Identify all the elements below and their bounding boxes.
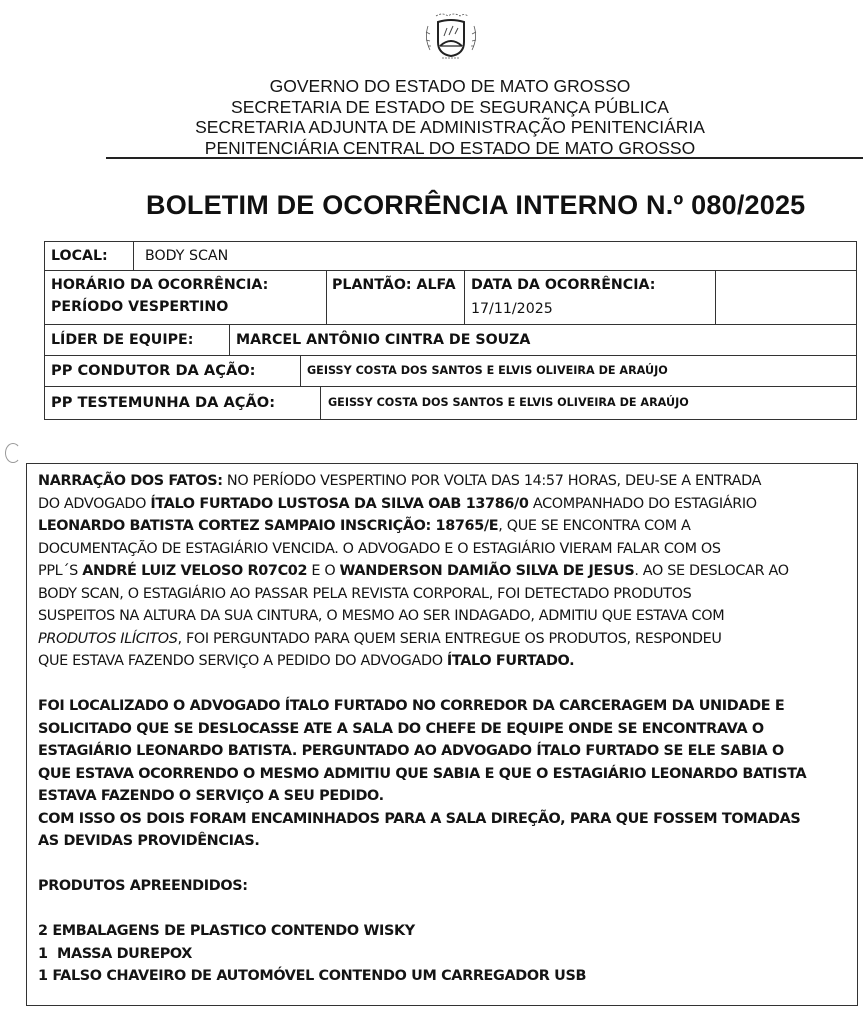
narrative-line: SUSPEITOS NA ALTURA DA SUA CINTURA, O MESMO AO SER INDAGADO, ADMITIU QUE ESTAVA COM: [38, 608, 725, 624]
narrative-line: ESTAGIÁRIO LEONARDO BATISTA. PERGUNTADO AO ADVOGADO ÍTALO FURTADO SE ELE SABIA O: [38, 743, 784, 759]
blank-line: [38, 853, 858, 876]
data-value: 17/11/2025: [471, 301, 553, 317]
header-line-government: GOVERNO DO ESTADO DE MATO GROSSO: [269, 76, 631, 96]
plantao-label: PLANTÃO: ALFA: [332, 277, 456, 293]
divider: [229, 324, 230, 356]
local-value: BODY SCAN: [145, 248, 229, 264]
blank-line: [38, 673, 858, 696]
header-line-penitentiary: PENITENCIÁRIA CENTRAL DO ESTADO DE MATO GROSSO: [204, 137, 696, 158]
header-line-secretariat: SECRETARIA DE ESTADO DE SEGURANÇA PÚBLICA: [231, 96, 669, 117]
testemunha-value: GEISSY COSTA DOS SANTOS E ELVIS OLIVEIRA DE ARAÚJO: [328, 396, 689, 409]
state-coat-of-arms-icon: [420, 8, 482, 64]
government-header: [150, 76, 750, 158]
narrative-line: QUE ESTAVA OCORRENDO O MESMO ADMITIU QUE SABIA E QUE O ESTAGIÁRIO LEONARDO BATISTA: [38, 765, 807, 782]
local-label: LOCAL:: [51, 248, 108, 264]
header-divider: [106, 157, 863, 159]
lider-label: LÍDER DE EQUIPE:: [51, 332, 194, 348]
narrative-line: NARRAÇÃO DOS FATOS: NO PERÍODO VESPERTINO POR VOLTA DAS 14:57 HORAS, DEU-SE A ENTRADA: [38, 473, 762, 489]
divider: [326, 270, 327, 325]
divider: [300, 355, 301, 387]
inmate-name-2: WANDERSON DAMIÃO SILVA DE JESUS: [339, 563, 635, 579]
divider: [320, 386, 321, 420]
narrative-line: FOI LOCALIZADO O ADVOGADO ÍTALO FURTADO NO CORREDOR DA CARCERAGEM DA UNIDADE E: [38, 698, 785, 714]
narrative-line: LEONARDO BATISTA CORTEZ SAMPAIO INSCRIÇÃO: 18765/E, QUE SE ENCONTRA COM A: [38, 518, 691, 534]
narrative-line: BODY SCAN, O ESTAGIÁRIO AO PASSAR PELA REVISTA CORPORAL, FOI DETECTADO PRODUTOS: [38, 585, 692, 602]
horario-label: HORÁRIO DA OCORRÊNCIA:: [51, 277, 269, 293]
product-item: 1 MASSA DUREPOX: [38, 945, 193, 962]
horario-value: PERÍODO VESPERTINO: [51, 299, 229, 315]
narrative-line: ESTAVA FAZENDO O SERVIÇO A SEU PEDIDO.: [38, 788, 384, 804]
narrative-line: AS DEVIDAS PROVIDÊNCIAS.: [38, 833, 260, 849]
narrative-label: NARRAÇÃO DOS FATOS:: [38, 473, 223, 489]
inmate-name-1: ANDRÉ LUIZ VELOSO R07C02: [82, 563, 308, 579]
narrative-line: COM ISSO OS DOIS FORAM ENCAMINHADOS PARA A SALA DIREÇÃO, PARA QUE FOSSEM TOMADAS: [38, 810, 801, 827]
data-label: DATA DA OCORRÊNCIA:: [471, 277, 656, 293]
divider: [464, 270, 465, 325]
narrative-text: [38, 470, 858, 988]
lider-value: MARCEL ANTÔNIO CINTRA DE SOUZA: [236, 332, 531, 348]
narrative-line: QUE ESTAVA FAZENDO SERVIÇO A PEDIDO DO ADVOGADO ÍTALO FURTADO.: [38, 653, 575, 669]
divider: [133, 241, 134, 271]
lawyer-name: ÍTALO FURTADO LUSTOSA DA SILVA OAB 13786/0: [150, 495, 529, 512]
narrative-line: DOCUMENTAÇÃO DE ESTAGIÁRIO VENCIDA. O ADVOGADO E O ESTAGIÁRIO VIERAM FALAR COM OS: [38, 540, 721, 557]
narrative-line: DO ADVOGADO ÍTALO FURTADO LUSTOSA DA SILVA OAB 13786/0 ACOMPANHADO DO ESTAGIÁRIO: [38, 495, 757, 512]
condutor-value: GEISSY COSTA DOS SANTOS E ELVIS OLIVEIRA DE ARAÚJO: [307, 364, 668, 377]
divider: [715, 270, 716, 325]
punch-hole-mark: [5, 443, 21, 463]
narrative-line: PRODUTOS ILÍCITOS, FOI PERGUNTADO PARA QUEM SERIA ENTREGUE OS PRODUTOS, RESPONDEU: [38, 630, 722, 647]
document-title: BOLETIM DE OCORRÊNCIA INTERNO N.º 080/2025: [146, 190, 806, 220]
header-line-adjunct-secretariat: SECRETARIA ADJUNTA DE ADMINISTRAÇÃO PENITENCIÁRIA: [195, 117, 705, 137]
product-item: 1 FALSO CHAVEIRO DE AUTOMÓVEL CONTENDO UM CARREGADOR USB: [38, 968, 587, 984]
products-label: PRODUTOS APREENDIDOS:: [38, 878, 248, 894]
narrative-line: PPL´S ANDRÉ LUIZ VELOSO R07C02 E O WANDERSON DAMIÃO SILVA DE JESUS. AO SE DESLOCAR AO: [38, 563, 789, 579]
product-item: 2 EMBALAGENS DE PLASTICO CONTENDO WISKY: [38, 923, 415, 939]
intern-name: LEONARDO BATISTA CORTEZ SAMPAIO INSCRIÇÃO: 18765/E: [38, 518, 499, 534]
condutor-label: PP CONDUTOR DA AÇÃO:: [51, 362, 256, 379]
narrative-line: SOLICITADO QUE SE DESLOCASSE ATE A SALA DO CHEFE DE EQUIPE ONDE SE ENCONTRAVA O: [38, 720, 764, 737]
blank-line: [38, 898, 858, 921]
testemunha-label: PP TESTEMUNHA DA AÇÃO:: [51, 394, 276, 411]
